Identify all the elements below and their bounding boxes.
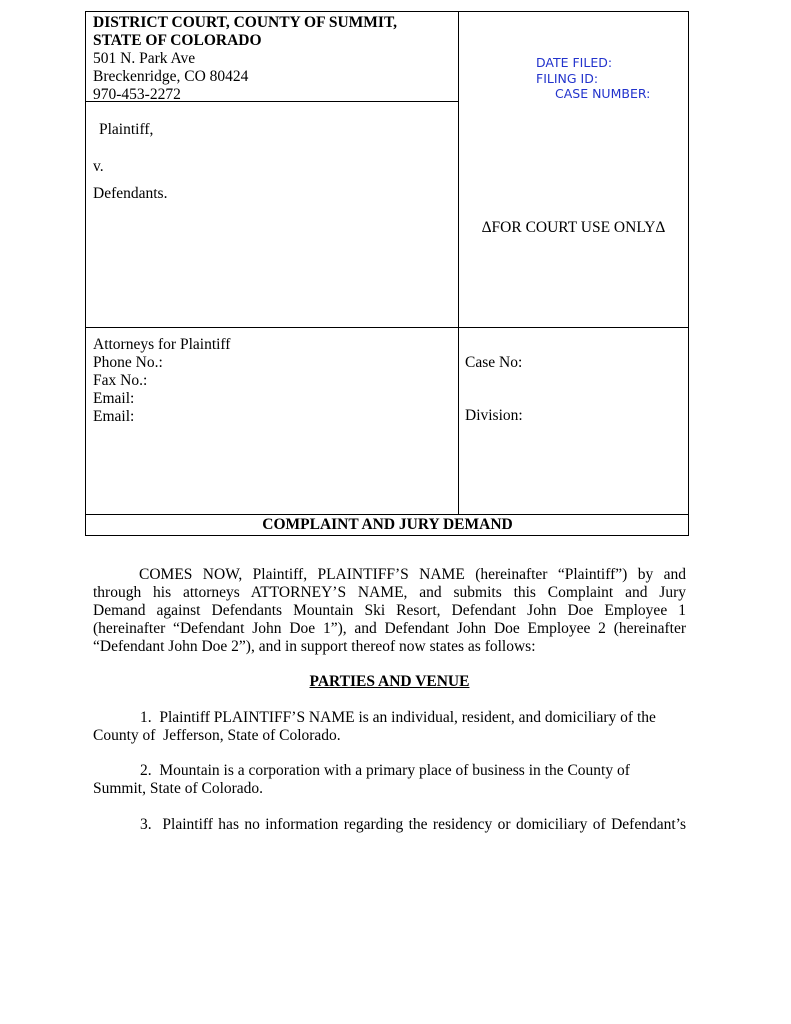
document-title: COMPLAINT AND JURY DEMAND — [262, 516, 513, 533]
court-info — [93, 14, 453, 104]
court-phone: 970-453-2272 — [93, 86, 181, 103]
date-filed-label: DATE FILED: — [536, 55, 613, 70]
attorney-block — [93, 336, 230, 426]
paragraph-3-line-1 — [93, 816, 686, 834]
intro-line-5: “Defendant John Doe 2”), and in support thereof now states as follows: — [93, 638, 536, 655]
paragraph-3 — [93, 816, 686, 834]
paragraph-2-line-1 — [93, 762, 686, 780]
filing-id-label: FILING ID: — [536, 70, 599, 86]
paragraph-1-number: 1. — [140, 709, 152, 726]
court-address-line2: Breckenridge, CO 80424 — [93, 68, 249, 85]
paragraph-1-line-1 — [93, 709, 686, 727]
intro-line-1: COMES NOW, Plaintiff, PLAINTIFF’S NAME (hereinafter “Plaintiff”) by and — [139, 566, 686, 583]
case-caption-table — [85, 11, 689, 536]
caption-divider-parties — [86, 327, 689, 328]
paragraph-2-text-1: Mountain is a corporation with a primary place of business in the County of — [159, 762, 630, 779]
intro-paragraph — [93, 566, 686, 656]
intro-line-2: through his attorneys ATTORNEY’S NAME, and submits this Complaint and Jury — [93, 584, 686, 601]
paragraph-2-line-2: Summit, State of Colorado. — [93, 780, 264, 797]
attorney-phone-label: Phone No.: — [93, 354, 163, 371]
attorney-email-label-2: Email: — [93, 408, 135, 425]
caption-column-divider — [458, 12, 459, 515]
court-name-line2: STATE OF COLORADO — [93, 32, 262, 49]
paragraph-1 — [93, 709, 686, 745]
filing-stamp — [536, 55, 650, 102]
court-use-only: ΔFOR COURT USE ONLYΔ — [481, 219, 666, 236]
paragraph-1-text-1: Plaintiff PLAINTIFF’S NAME is an individual, resident, and domiciliary of the — [159, 709, 656, 726]
paragraph-3-text-1: Plaintiff has no information regarding the residency or domiciliary of Defendant’s — [162, 816, 686, 833]
paragraph-2-number: 2. — [140, 762, 152, 779]
versus-label: v. — [93, 158, 104, 175]
paragraph-3-number: 3. — [140, 816, 152, 833]
case-no-label: Case No: — [465, 354, 523, 371]
attorney-heading: Attorneys for Plaintiff — [93, 336, 231, 353]
paragraph-1-line-2: County of Jefferson, State of Colorado. — [93, 727, 341, 744]
paragraph-2 — [93, 762, 686, 798]
attorney-email-label-1: Email: — [93, 390, 135, 407]
section-heading: PARTIES AND VENUE — [309, 673, 470, 690]
attorney-fax-label: Fax No.: — [93, 372, 148, 389]
plaintiff-label: Plaintiff, — [99, 121, 154, 138]
court-address-line1: 501 N. Park Ave — [93, 50, 196, 67]
court-name-line1: DISTRICT COURT, COUNTY OF SUMMIT, — [93, 14, 398, 31]
division-label: Division: — [465, 407, 523, 424]
defendants-label: Defendants. — [93, 185, 168, 202]
caption-divider-title — [86, 514, 689, 515]
case-number-label: CASE NUMBER: — [555, 86, 651, 101]
intro-line-3: Demand against Defendants Mountain Ski Resort, Defendant John Doe Employee 1 — [93, 602, 686, 619]
intro-line-4: (hereinafter “Defendant John Doe 1”), and Defendant John Doe Employee 2 (hereinafter — [93, 620, 686, 637]
